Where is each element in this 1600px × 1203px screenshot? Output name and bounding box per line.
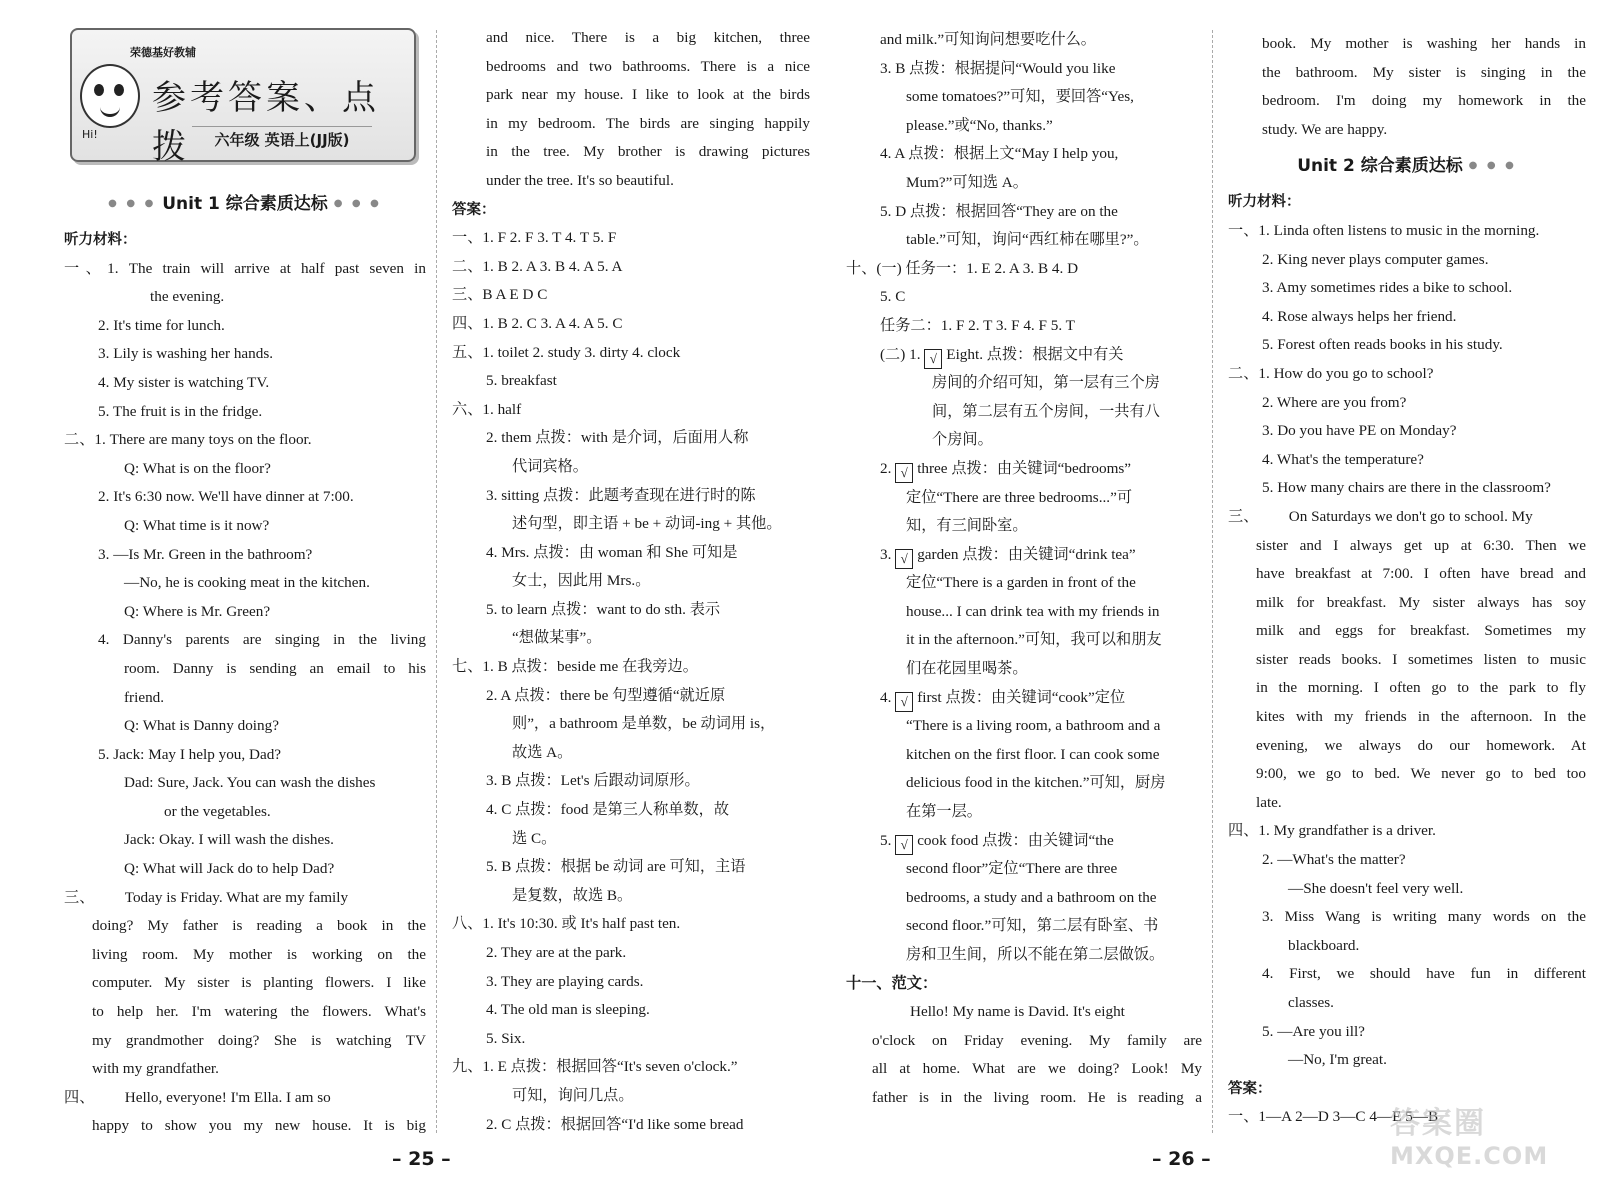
text-line: park near my house. I like to look at the birds <box>486 86 810 104</box>
answer-line: it in the afternoon.”可知，我可以和朋友 <box>906 631 1162 649</box>
column-3 <box>846 26 1202 1113</box>
watermark-url: MXQE.COM <box>1390 1142 1549 1170</box>
answer-line: 3. sitting 点拨：此题考查现在进行时的陈 <box>486 486 756 504</box>
answer-line: 3. B 点拨：根据提问“Would you like <box>880 59 1116 77</box>
text-line: 三、 On Saturdays we don't go to school. My <box>1228 507 1533 525</box>
answer-line: 2. them 点拨：with 是介词，后面用人称 <box>486 429 749 447</box>
answer-line: second floor.”可知，第二层有卧室、书 <box>906 917 1159 935</box>
unit-1-heading: ● ● ● Unit 1 综合素质达标 ● ● ● <box>108 194 382 214</box>
answer-line: 知，有三间卧室。 <box>906 517 1028 535</box>
text-line: Hello! My name is David. It's eight <box>910 1003 1125 1021</box>
answer-line: 二、1. B 2. A 3. B 4. A 5. A <box>452 257 623 275</box>
text-line: classes. <box>1288 994 1334 1011</box>
text-line: in the tree. My brother is drawing pictures <box>486 143 810 161</box>
text-line: sister reads books. I sometimes listen to music <box>1256 650 1586 668</box>
answer-line: 在第一层。 <box>906 803 982 821</box>
text-line: Jack: Okay. I will wash the dishes. <box>124 831 334 849</box>
text-line: Q: What is on the floor? <box>124 459 271 477</box>
text-line: 四、 Hello, everyone! I'm Ella. I am so <box>64 1088 331 1106</box>
text-line: evening, we always do our homework. At <box>1256 736 1586 754</box>
text-line: friend. <box>124 688 165 706</box>
text-line: blackboard. <box>1288 936 1360 954</box>
column-4 <box>1228 30 1586 1132</box>
answers-label: 答案： <box>1228 1080 1272 1097</box>
text-line: 2. —What's the matter? <box>1262 851 1406 869</box>
mascot-greeting: Hi! <box>82 128 98 141</box>
text-line: and nice. There is a big kitchen, three <box>486 29 810 46</box>
text-line: 2. King never plays computer games. <box>1262 250 1489 268</box>
answer-line: 们在花园里喝茶。 <box>906 660 1028 678</box>
watermark-text: 答案圈 <box>1390 1106 1486 1141</box>
answer-line: 个房间。 <box>932 431 993 449</box>
answer-line: please.”或“No, thanks.” <box>906 116 1053 134</box>
answer-line: “想做某事”。 <box>512 629 602 647</box>
text-line: 三、 Today is Friday. What are my family <box>64 888 349 906</box>
answer-line: 2. √ three 点拨：由关键词“bedrooms” <box>846 455 1202 484</box>
text-line: 4. What's the temperature? <box>1262 450 1424 468</box>
text-line: to help her. I'm watering the flowers. What's <box>92 1003 426 1021</box>
answer-line: table.”可知，询问“西红柿在哪里?”。 <box>906 231 1149 249</box>
answer-line: 2. A 点拨：there be 句型遵循“就近原 <box>486 686 726 704</box>
answers-label: 答案： <box>452 201 496 218</box>
answer-line: 5. to learn 点拨：want to do sth. 表示 <box>486 600 721 618</box>
answer-line: 5. Six. <box>486 1029 526 1047</box>
text-line: bedrooms and two bathrooms. There is a nice <box>486 57 810 75</box>
text-line: living room. My mother is working on the <box>92 945 426 963</box>
text-line: 3. Amy sometimes rides a bike to school. <box>1262 279 1513 297</box>
answer-line: (二) 1. √ Eight. 点拨：根据文中有关 <box>846 341 1202 370</box>
text-line: milk for breakfast. My sister always has soy <box>1256 593 1586 611</box>
text-line: —She doesn't feel very well. <box>1288 879 1464 897</box>
text-line: 5. How many chairs are there in the classroom? <box>1262 479 1551 497</box>
text-line: Q: What is Danny doing? <box>124 717 279 735</box>
answer-line: 3. B 点拨：Let's 后跟动词原形。 <box>486 772 700 790</box>
text-line: 5. The fruit is in the fridge. <box>98 402 263 420</box>
answer-line: bedrooms, a study and a bathroom on the <box>906 888 1157 906</box>
answer-line: 间，第二层有五个房间，一共有八 <box>932 402 1160 420</box>
answer-line: 故选 A。 <box>512 743 573 761</box>
text-line: kites with my friends in the afternoon. In the <box>1256 708 1586 726</box>
answer-line: 2. C 点拨：根据回答“I'd like some bread <box>486 1115 744 1133</box>
text-line: doing? My father is reading a book in the <box>92 917 426 935</box>
text-line: 4. Rose always helps her friend. <box>1262 307 1457 325</box>
answer-line: 房间的介绍可知，第一层有三个房 <box>932 374 1160 392</box>
answer-line: 一、1—A 2—D 3—C 4—E 5—B <box>1228 1108 1439 1126</box>
checkmark-icon: √ <box>895 692 913 712</box>
answer-line: 可知，询问几点。 <box>512 1086 634 1104</box>
answer-line: 5. √ cook food 点拨：由关键词“the <box>846 827 1202 856</box>
section-label: 听力材料： <box>64 232 137 248</box>
text-line: 3. —Is Mr. Green in the bathroom? <box>98 545 313 563</box>
answer-line: some tomatoes?”可知，要回答“Yes, <box>906 88 1134 106</box>
text-line: in the morning. I often go to the park to fly <box>1256 679 1586 697</box>
answer-line: 七、1. B 点拨：beside me 在我旁边。 <box>452 658 698 676</box>
text-line: Dad: Sure, Jack. You can wash the dishes <box>124 774 376 792</box>
checkmark-icon: √ <box>924 349 942 369</box>
answer-line: 5. B 点拨：根据 be 动词 are 可知，主语 <box>486 858 746 876</box>
answer-line: 八、1. It's 10:30. 或 It's half past ten. <box>452 915 681 933</box>
answer-line: 三、B A E D C <box>452 286 548 304</box>
text-line: 2. It's time for lunch. <box>98 316 225 334</box>
answer-line: 五、1. toilet 2. study 3. dirty 4. clock <box>452 343 681 361</box>
answer-line: 4. C 点拨：food 是第三人称单数，故 <box>486 801 729 819</box>
text-line: father is in the living room. He is reading a <box>872 1088 1202 1106</box>
logo-title: 参考答案、点拨 <box>152 78 380 167</box>
text-line: 一、1. The train will arrive at half past seven in <box>64 259 426 277</box>
answer-line: 房和卫生间，所以不能在第二层做饭。 <box>906 946 1165 963</box>
answer-line: 4. The old man is sleeping. <box>486 1001 650 1019</box>
answer-line: 3. They are playing cards. <box>486 972 644 990</box>
page-number-right: – 26 – <box>1152 1148 1211 1170</box>
text-line: my grandmother doing? She is watching TV <box>92 1031 426 1049</box>
text-line: bedroom. I'm doing my homework in the <box>1262 92 1586 110</box>
column-1 <box>64 182 426 1141</box>
text-line: 5. —Are you ill? <box>1262 1022 1365 1040</box>
text-line: have breakfast at 7:00. I often have bread and <box>1256 565 1586 583</box>
text-line: 2. It's 6:30 now. We'll have dinner at 7:00. <box>98 488 354 506</box>
answer-line: 十一、范文： <box>846 974 938 992</box>
answer-line: 4. A 点拨：根据上文“May I help you, <box>880 145 1119 163</box>
text-line: —No, I'm great. <box>1288 1051 1387 1069</box>
column-2 <box>452 24 810 1139</box>
text-line: 4. Danny's parents are singing in the living <box>98 631 426 649</box>
text-line: the evening. <box>150 288 225 306</box>
answer-line: 述句型，即主语 + be + 动词-ing + 其他。 <box>512 515 782 533</box>
column-divider <box>436 30 437 1133</box>
checkmark-icon: √ <box>895 835 913 855</box>
answer-line: 女士，因此用 Mrs.。 <box>512 572 651 590</box>
text-line: with my grandfather. <box>92 1060 219 1078</box>
text-line: —No, he is cooking meat in the kitchen. <box>124 574 370 592</box>
answer-line: 3. √ garden 点拨：由关键词“drink tea” <box>846 541 1202 570</box>
text-line: computer. My sister is planting flowers. I like <box>92 974 426 992</box>
text-line: Q: What will Jack do to help Dad? <box>124 860 335 878</box>
text-line: all at home. What are we doing? Look! My <box>872 1060 1202 1078</box>
answer-line: delicious food in the kitchen.”可知，厨房 <box>906 774 1166 792</box>
text-line: 四、1. My grandfather is a driver. <box>1228 822 1436 840</box>
text-line: room. Danny is sending an email to his <box>124 659 426 677</box>
text-line: Q: What time is it now? <box>124 516 270 534</box>
answer-line: 选 C。 <box>512 829 557 847</box>
answer-line: 4. Mrs. 点拨：由 woman 和 She 可知是 <box>486 543 738 561</box>
text-line: 二、1. How do you go to school? <box>1228 364 1434 382</box>
text-line: in my bedroom. The birds are singing happily <box>486 114 810 132</box>
answer-line: 4. √ first 点拨：由关键词“cook”定位 <box>846 684 1202 713</box>
site-watermark <box>1390 1098 1580 1188</box>
answer-line: house... I can drink tea with my friends in <box>906 602 1160 620</box>
answer-line: 则”，a bathroom 是单数，be 动词用 is， <box>512 715 776 733</box>
answer-line: 是复数，故选 B。 <box>512 886 633 904</box>
text-line: 4. My sister is watching TV. <box>98 373 270 391</box>
text-line: late. <box>1256 793 1282 811</box>
answer-line: 2. They are at the park. <box>486 944 627 961</box>
answer-line: 5. breakfast <box>486 372 557 390</box>
text-line: 一、1. Linda often listens to music in the morning. <box>1228 221 1540 239</box>
text-line: book. My mother is washing her hands in <box>1262 35 1586 52</box>
text-line: 二、1. There are many toys on the floor. <box>64 431 312 449</box>
answer-line: 任务二：1. F 2. T 3. F 4. F 5. T <box>880 316 1075 334</box>
text-line: study. We are happy. <box>1262 120 1388 138</box>
text-line: 4. First, we should have fun in different <box>1262 965 1586 983</box>
answer-line: 四、1. B 2. C 3. A 4. A 5. C <box>452 314 623 332</box>
text-line: the bathroom. My sister is singing in the <box>1262 63 1586 81</box>
logo-subtitle: 六年级 英语上(JJ版) <box>192 126 372 150</box>
brand-name: 荣德基好教辅 <box>130 46 196 59</box>
page-number-left: – 25 – <box>392 1148 451 1170</box>
answer-line: 代词宾格。 <box>512 457 588 475</box>
unit-2-heading: Unit 2 综合素质达标 ● ● ● <box>1297 156 1517 177</box>
checkmark-icon: √ <box>895 549 913 569</box>
answer-line: 六、1. half <box>452 400 522 418</box>
text-line: 5. Forest often reads books in his study. <box>1262 336 1503 354</box>
answer-line: and milk.”可知询问想要吃什么。 <box>880 31 1096 48</box>
text-line: 3. Do you have PE on Monday? <box>1262 422 1457 440</box>
answer-line: 5. D 点拨：根据回答“They are on the <box>880 202 1118 220</box>
text-line: 2. Where are you from? <box>1262 393 1407 411</box>
text-line: o'clock on Friday evening. My family are <box>872 1031 1202 1049</box>
text-line: happy to show you my new house. It is big <box>92 1117 426 1135</box>
answer-line: second floor”定位“There are three <box>906 860 1118 878</box>
book-logo-banner <box>70 28 416 167</box>
answer-line: 5. C <box>880 288 906 306</box>
answer-line: “There is a living room, a bathroom and a <box>906 717 1161 735</box>
answer-line: 定位“There are three bedrooms...”可 <box>906 488 1133 506</box>
text-line: under the tree. It's so beautiful. <box>486 171 674 189</box>
answer-line: 定位“There is a garden in front of the <box>906 574 1136 592</box>
text-line: milk and eggs for breakfast. Sometimes my <box>1256 622 1586 640</box>
text-line: sister and I always get up at 6:30. Then we <box>1256 536 1586 554</box>
answer-line: kitchen on the first floor. I can cook some <box>906 745 1160 763</box>
section-label: 听力材料： <box>1228 194 1301 211</box>
answer-line: 一、1. F 2. F 3. T 4. T 5. F <box>452 229 617 247</box>
text-line: or the vegetables. <box>164 802 271 820</box>
answer-line: Mum?”可知选 A。 <box>906 173 1028 191</box>
text-line: Q: Where is Mr. Green? <box>124 602 271 620</box>
column-divider <box>1212 30 1213 1133</box>
answer-line: 九、1. E 点拨：根据回答“It's seven o'clock.” <box>452 1058 738 1076</box>
text-line: 9:00, we go to bed. We never go to bed too <box>1256 765 1586 783</box>
text-line: 5. Jack: May I help you, Dad? <box>98 745 282 763</box>
answer-line: 十、(一) 任务一：1. E 2. A 3. B 4. D <box>846 259 1079 277</box>
text-line: 3. Miss Wang is writing many words on the <box>1262 908 1586 926</box>
checkmark-icon: √ <box>895 463 913 483</box>
mascot-face-icon <box>80 64 140 128</box>
text-line: 3. Lily is washing her hands. <box>98 345 274 363</box>
